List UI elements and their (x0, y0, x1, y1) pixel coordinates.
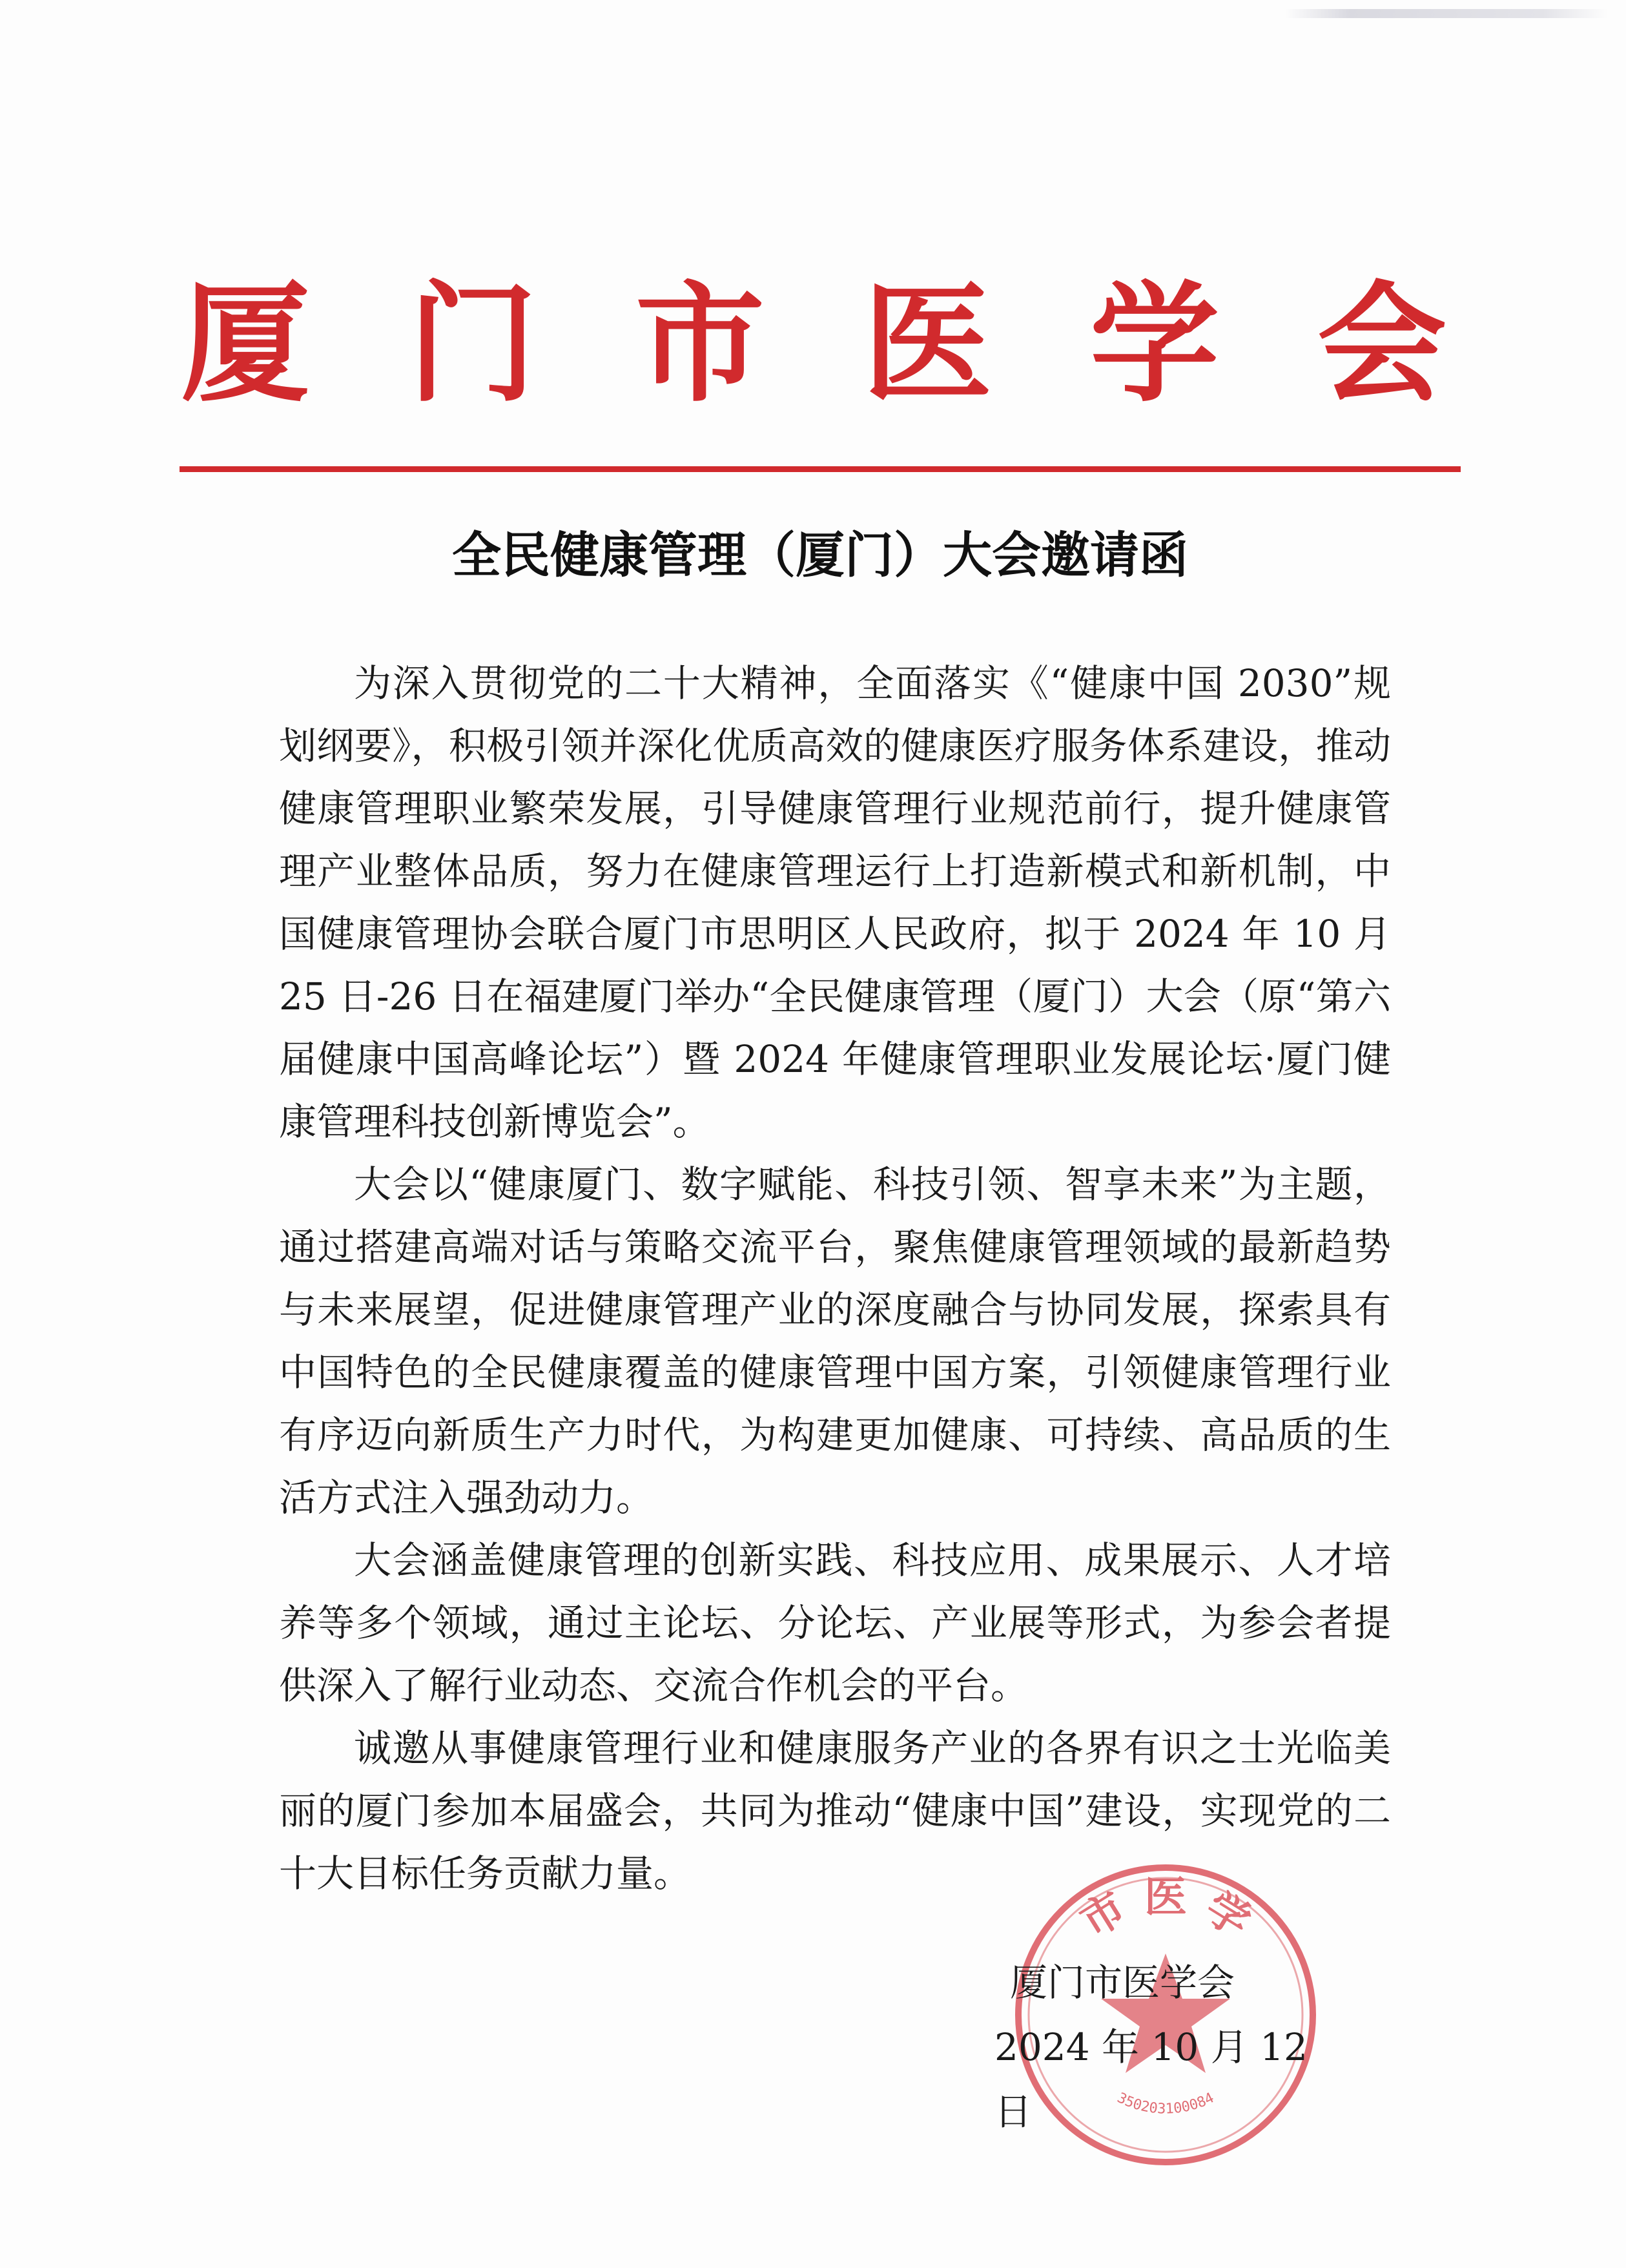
letterhead-org-name (168, 270, 1459, 418)
letterhead-divider (180, 466, 1461, 472)
letterhead-char: 厦 (180, 268, 310, 420)
document-title: 全民健康管理（厦门）大会邀请函 (452, 526, 1188, 584)
body-paragraph: 大会涵盖健康管理的创新实践、科技应用、成果展示、人才培养等多个领域，通过主论坛、分论坛、产业展等形式，为参会者提供深入了解行业动态、交流合作机会的平台。 (279, 1538, 1391, 1707)
letterhead-char: 会 (1317, 268, 1446, 420)
signature-date: 2024 年 10 月 12 日 (994, 2025, 1308, 2134)
scan-artifact (1285, 9, 1608, 18)
letterhead-char: 市 (635, 268, 765, 420)
body-paragraph: 为深入贯彻党的二十大精神，全面落实《“健康中国 2030”规划纲要》，积极引领并深化优质高效的健康医疗服务体系建设，推动健康管理职业繁荣发展，引导健康管理行业规范前行，提升健康管理产业整体品质，努力在健康管理运行上打造新模式和新机制，中国健康管理协会联合厦门市思明区人民政府，拟于 2024 年 10 月 25 日-26 日在福建厦门举办“全民健康管理（厦门）大会（原“第六届健康中国高峰论坛”）暨 2024 年健康管理职业发展论坛·厦门健康管理科技创新博览会”。 (279, 661, 1391, 1144)
signature-org: 厦门市医学会 (1010, 1961, 1235, 2005)
signature-block (994, 1950, 1356, 2144)
letterhead-char: 门 (407, 268, 537, 420)
letterhead-char: 医 (862, 268, 992, 420)
document-body (279, 652, 1391, 1905)
letterhead-char: 学 (1089, 268, 1219, 420)
seal-text: 市 医 学 (1071, 1871, 1260, 1948)
body-paragraph: 诚邀从事健康管理行业和健康服务产业的各界有识之士光临美丽的厦门参加本届盛会，共同为推动“健康中国”建设，实现党的二十大目标任务贡献力量。 (279, 1726, 1391, 1895)
body-paragraph: 大会以“健康厦门、数字赋能、科技引领、智享未来”为主题，通过搭建高端对话与策略交流平台，聚焦健康管理领域的最新趋势与未来展望，促进健康管理产业的深度融合与协同发展，探索具有中国特色的全民健康覆盖的健康管理中国方案，引领健康管理行业有序迈向新质生产力时代，为构建更加健康、可持续、高品质的生活方式注入强劲动力。 (279, 1162, 1391, 1520)
seal-code: 350203100084 (1114, 2090, 1217, 2118)
